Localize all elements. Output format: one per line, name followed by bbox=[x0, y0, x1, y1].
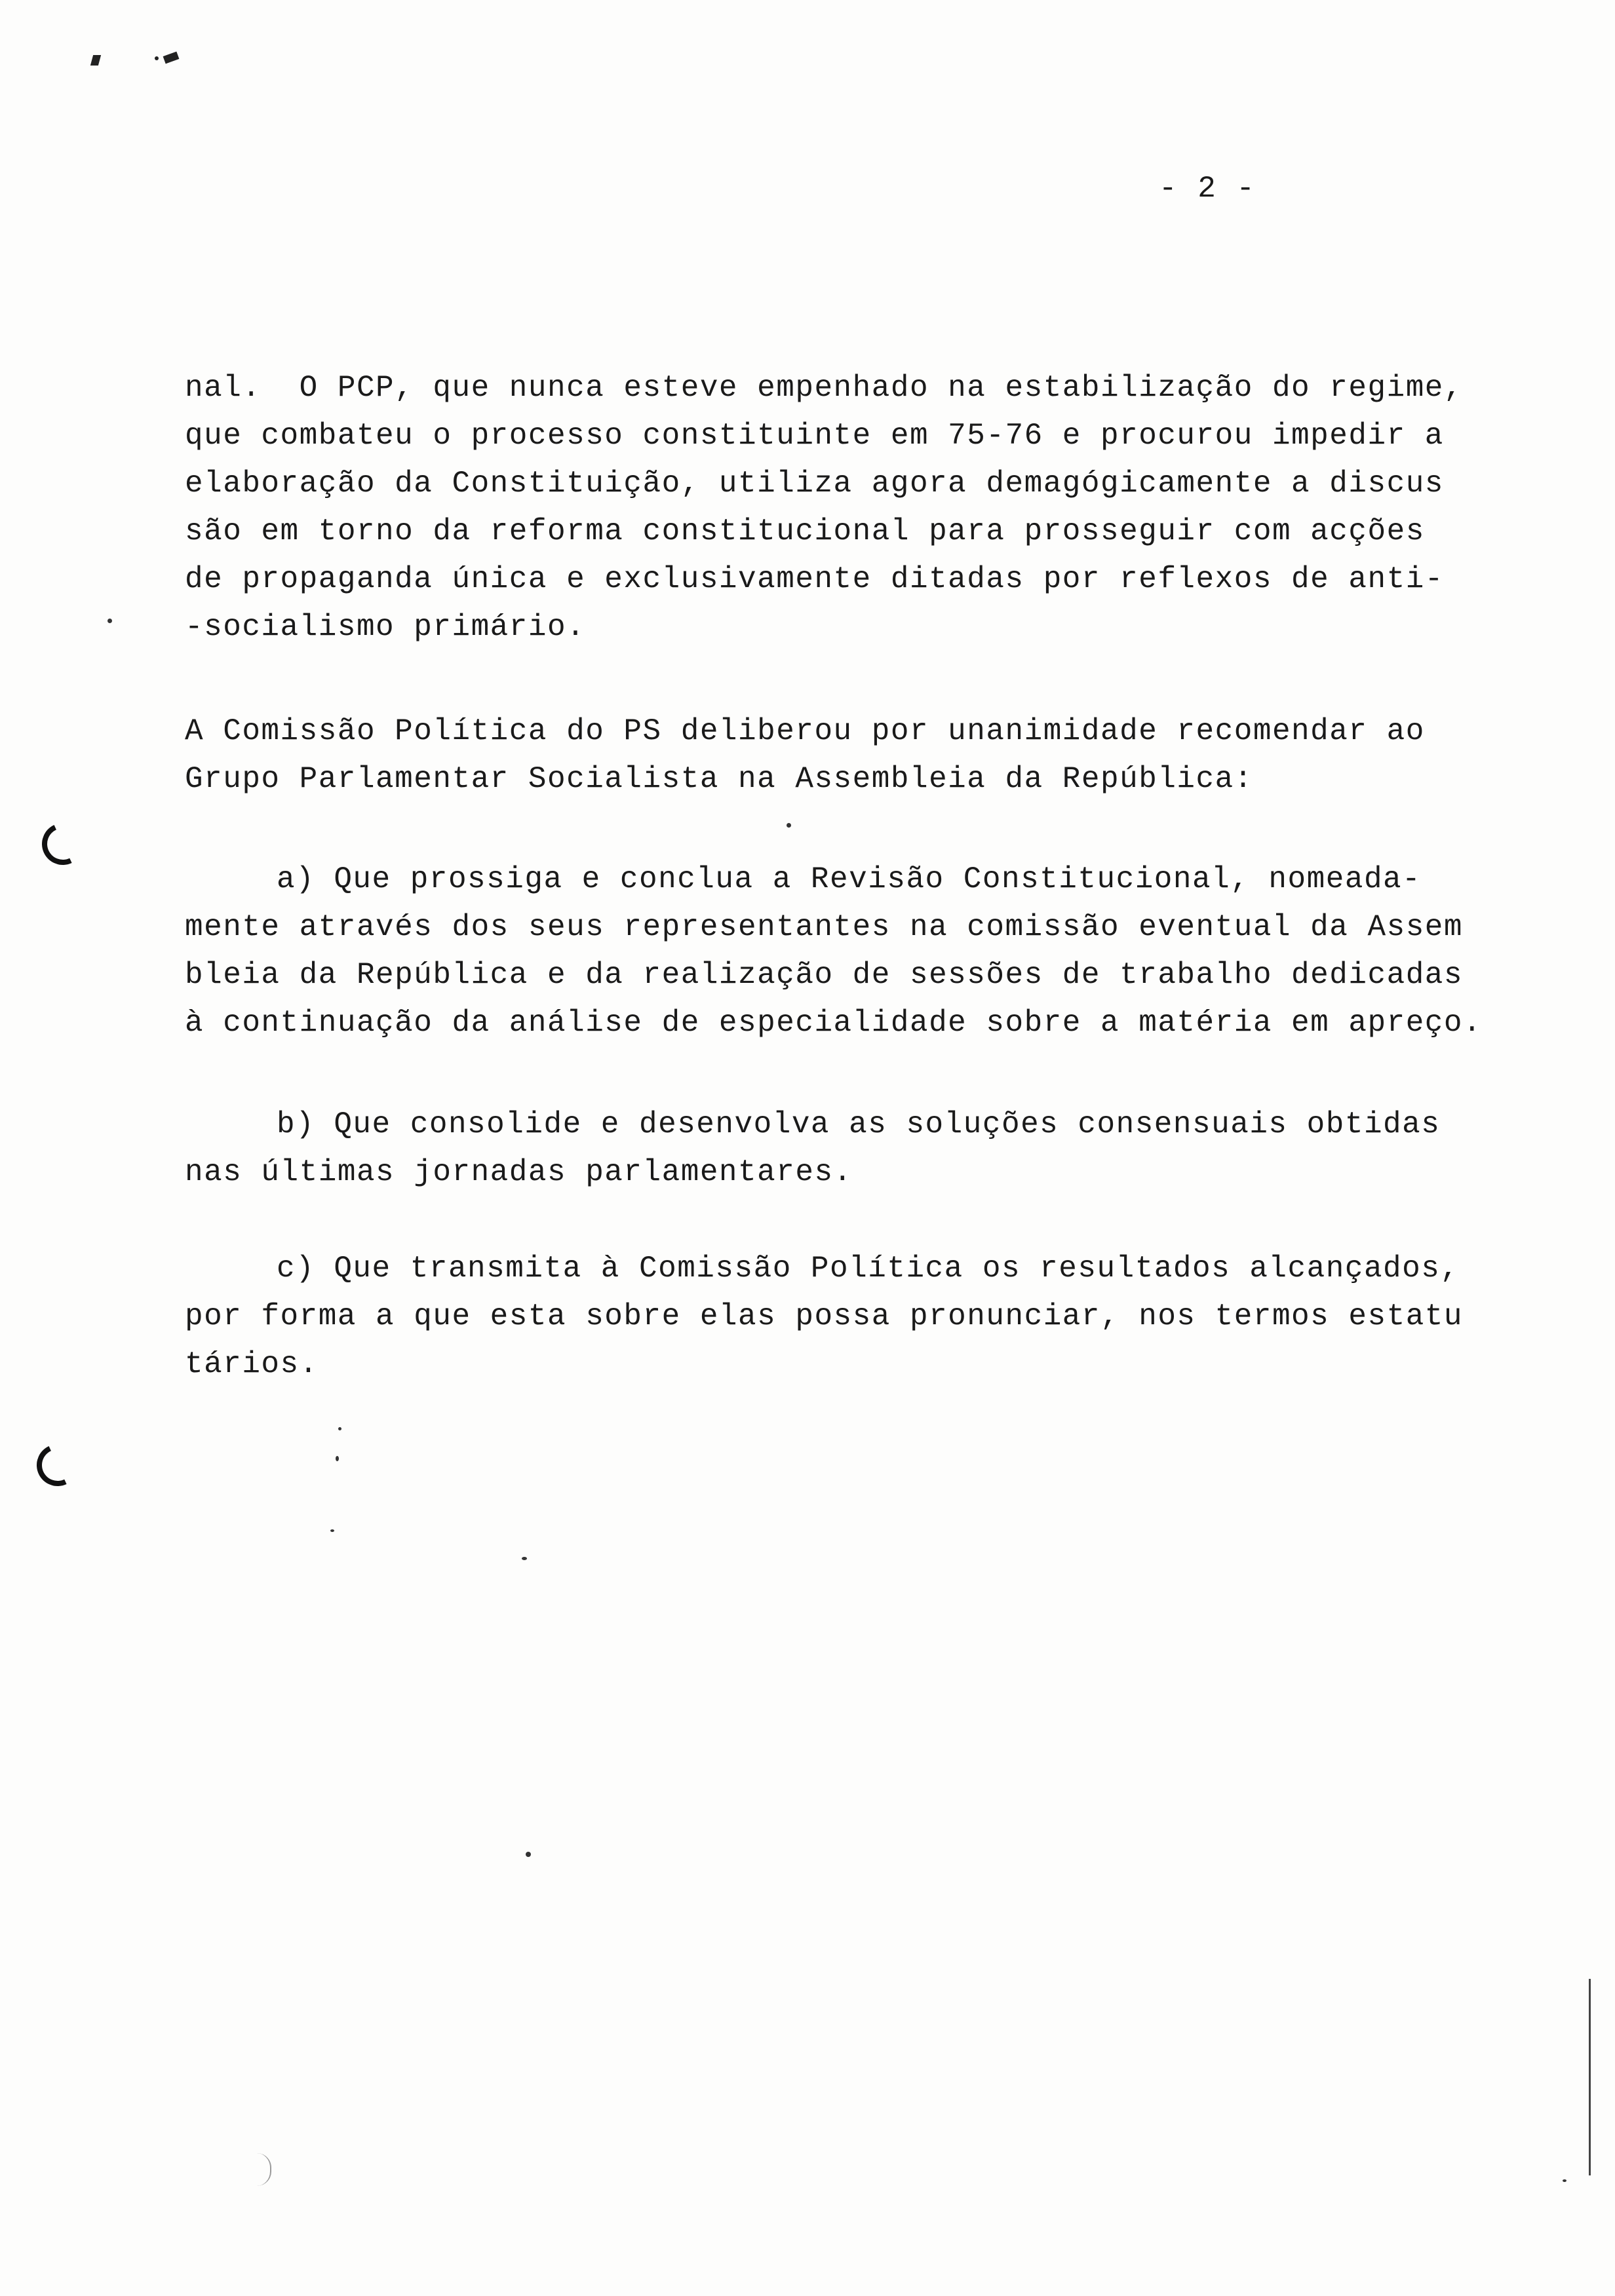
page-edge-line bbox=[1589, 1979, 1591, 2175]
text-line: que combateu o processo constituinte em 75-76 e procurou impedir a bbox=[185, 419, 1444, 453]
text-line: A Comissão Política do PS deliberou por unanimidade recomendar ao bbox=[185, 714, 1425, 748]
scan-dot bbox=[522, 1557, 527, 1560]
text-line: nas últimas jornadas parlamentares. bbox=[185, 1155, 853, 1189]
text-line: c) Que transmita à Comissão Política os resultados alcançados, bbox=[277, 1252, 1460, 1286]
scan-dot bbox=[330, 1529, 334, 1532]
text-line: à continuação da análise de especialidade sobre a matéria em apreço. bbox=[185, 1006, 1483, 1040]
scan-dot bbox=[107, 619, 112, 623]
scan-dot bbox=[526, 1852, 531, 1857]
text-line: elaboração da Constituição, utiliza agora demagógicamente a discus bbox=[185, 467, 1444, 501]
text-line: tários. bbox=[185, 1347, 319, 1381]
scan-mark bbox=[163, 52, 180, 64]
scan-dot bbox=[338, 1427, 341, 1430]
text-line: bleia da República e da realização de sessões de trabalho dedicadas bbox=[185, 958, 1464, 992]
text-line: a) Que prossiga e conclua a Revisão Constitucional, nomeada- bbox=[277, 862, 1422, 896]
paragraph-deliberation bbox=[185, 708, 1522, 803]
text-line: são em torno da reforma constitucional para prosseguir com acções bbox=[185, 514, 1425, 548]
punch-hole bbox=[36, 817, 90, 871]
text-line: mente através dos seus representantes na comissão eventual da Assem bbox=[185, 910, 1464, 944]
punch-hole bbox=[31, 1438, 85, 1492]
text-line: nal. O PCP, que nunca esteve empenhado na estabilização do regime, bbox=[185, 371, 1464, 405]
scan-mark bbox=[155, 56, 159, 60]
text-line: b) Que consolide e desenvolva as soluções consensuais obtidas bbox=[277, 1107, 1441, 1141]
scan-dot bbox=[336, 1456, 339, 1461]
scan-dot bbox=[1563, 2179, 1566, 2182]
text-line: Grupo Parlamentar Socialista na Assembleia da República: bbox=[185, 762, 1253, 796]
text-line: -socialismo primário. bbox=[185, 610, 586, 644]
recommendation-b bbox=[185, 1101, 1522, 1196]
recommendation-a bbox=[185, 856, 1522, 1047]
scan-bracket bbox=[257, 2153, 271, 2186]
paragraph-intro bbox=[185, 364, 1522, 651]
scan-dot bbox=[787, 823, 791, 828]
text-line: por forma a que esta sobre elas possa pronunciar, nos termos estatu bbox=[185, 1299, 1464, 1333]
page-number: - 2 - bbox=[1159, 172, 1256, 206]
text-line: de propaganda única e exclusivamente ditadas por reflexos de anti- bbox=[185, 562, 1444, 596]
recommendation-c bbox=[185, 1245, 1522, 1388]
scan-mark bbox=[90, 55, 101, 66]
